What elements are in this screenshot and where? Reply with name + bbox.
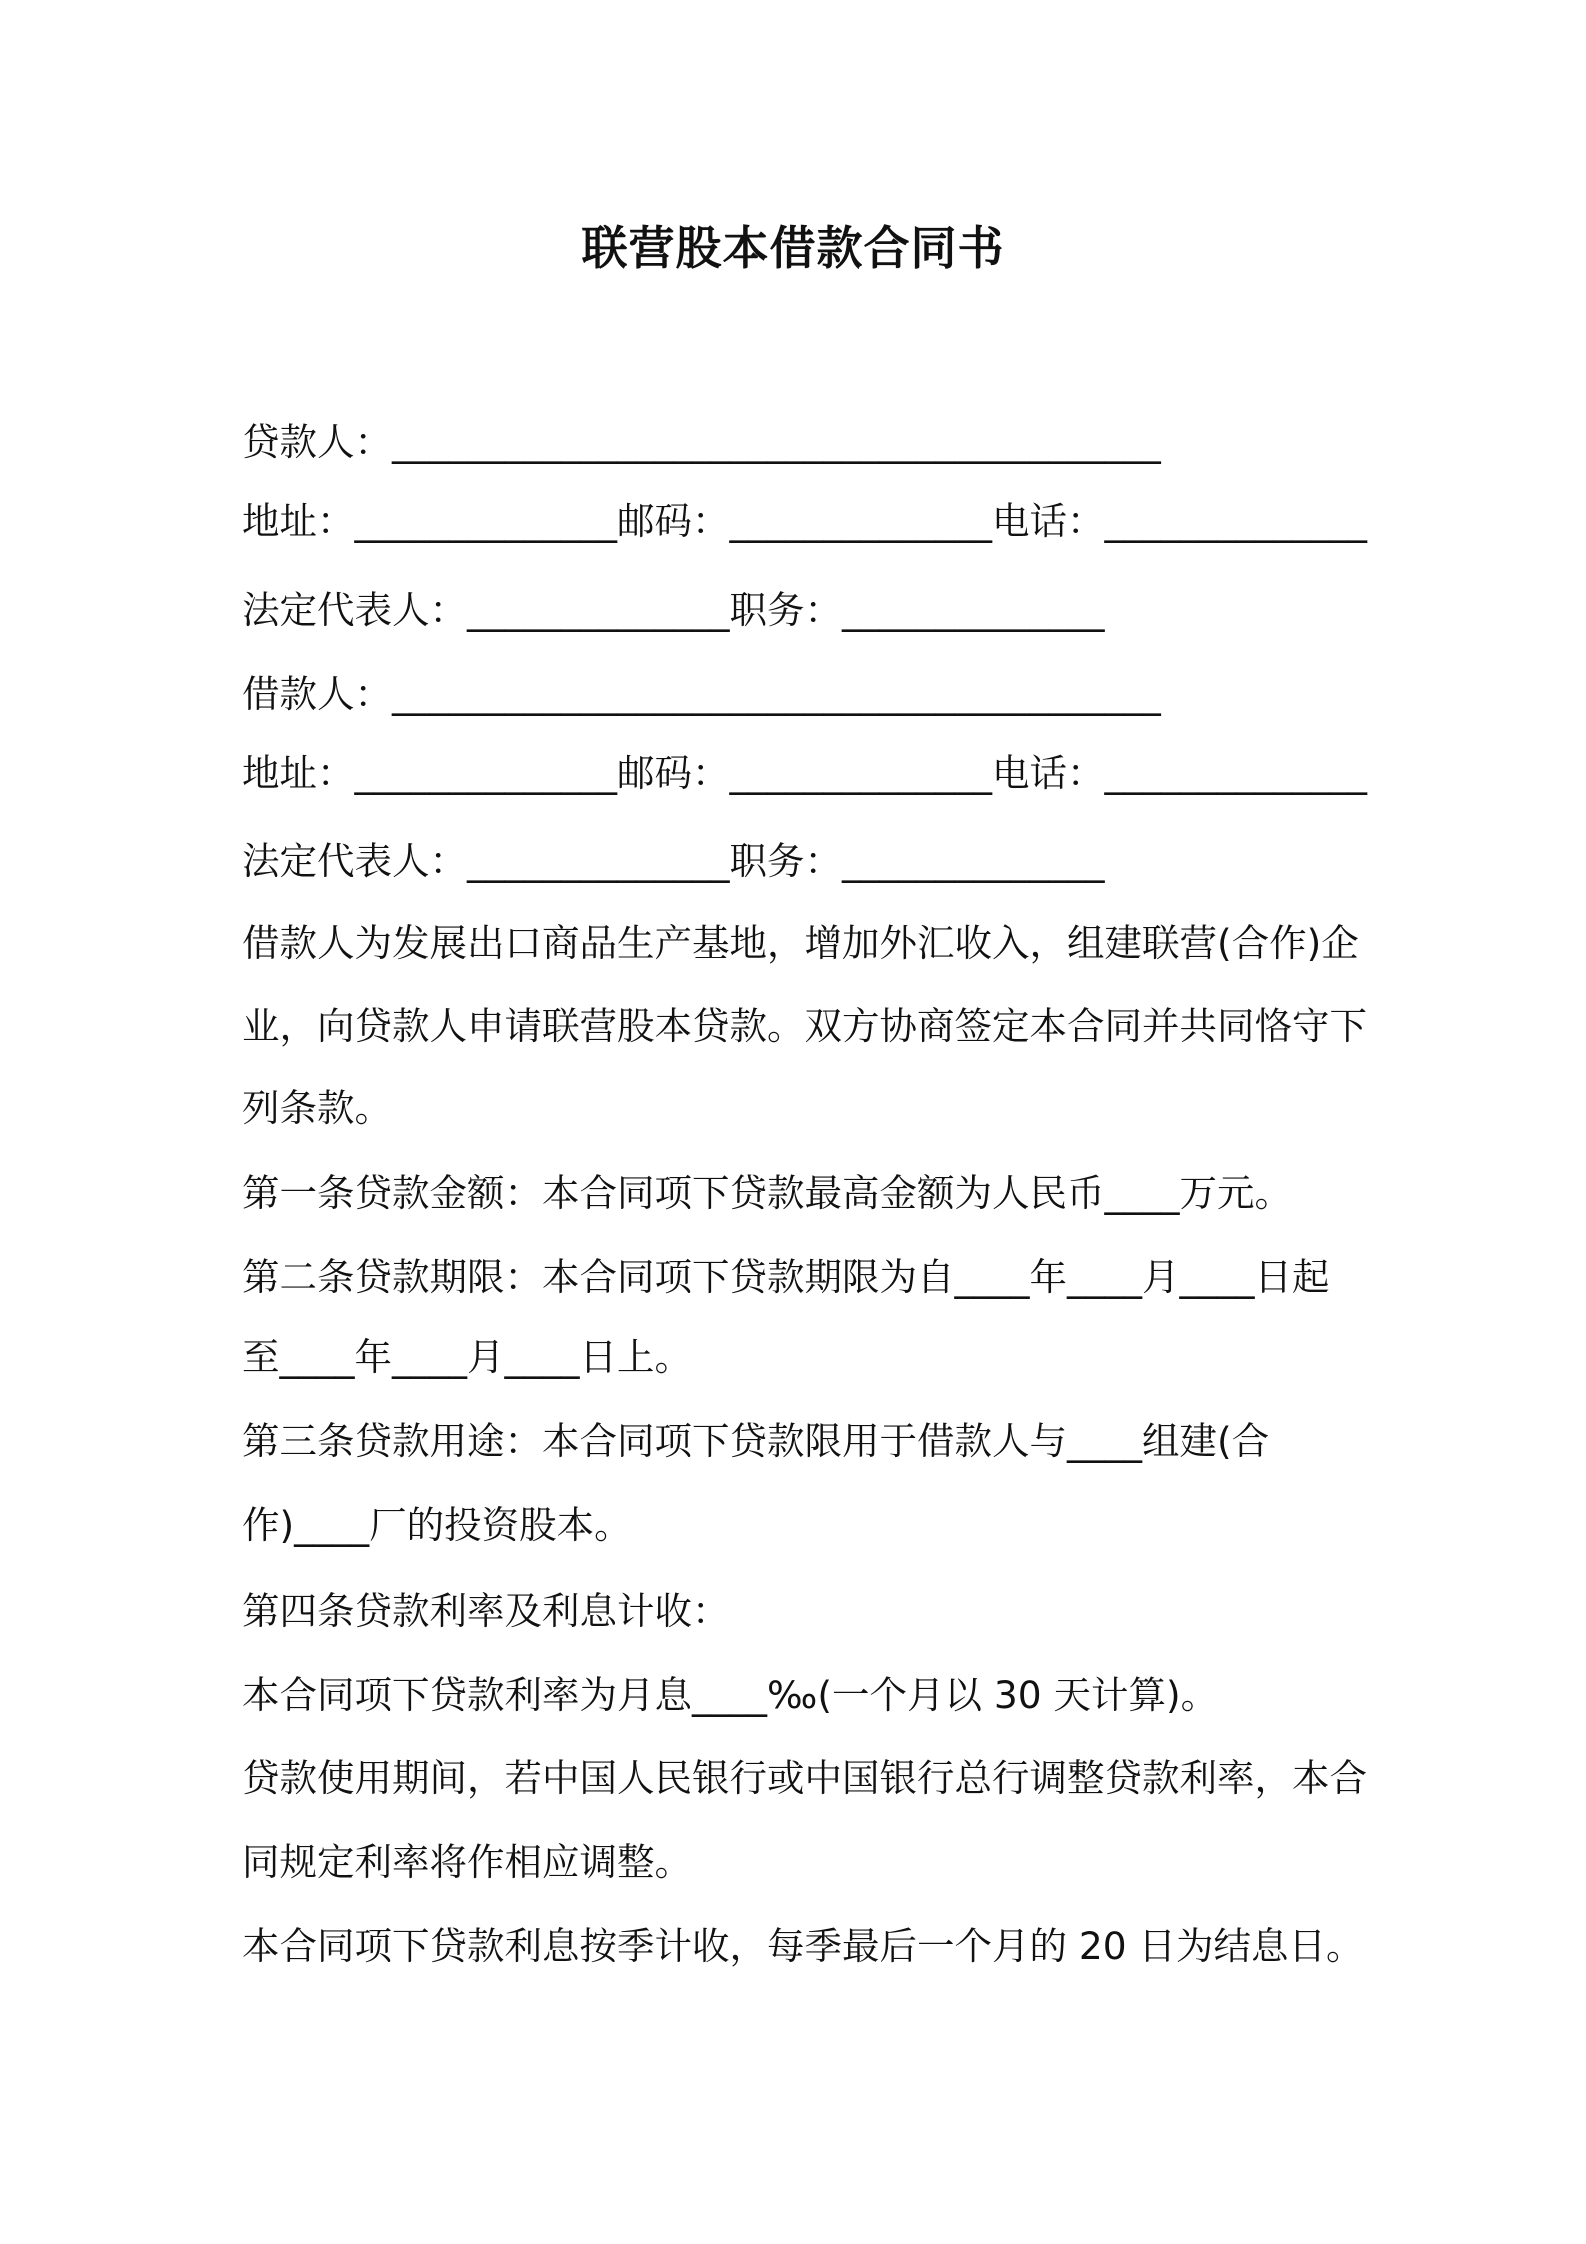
lender-postcode-blank: ______________ [729, 499, 992, 543]
article-4-line: 贷款使用期间，若中国人民银行或中国银行总行调整贷款利率，本合 [242, 1756, 1367, 1800]
lender-name-row [242, 420, 1161, 465]
article-1-heading: 第一条贷款金额： [242, 1171, 542, 1215]
article-3-row [242, 1419, 1269, 1464]
article-2-continuation: 至____年____月____日上。 [242, 1335, 692, 1379]
borrower-rep-label: 法定代表人： [242, 839, 467, 883]
preamble-line: 业，向贷款人申请联营股本贷款。双方协商签定本合同并共同恪守下 [242, 1004, 1367, 1048]
article-3-body: 本合同项下贷款限用于借款人与____组建(合 [542, 1419, 1270, 1463]
lender-representative-row [242, 588, 1105, 633]
lender-position-blank: ______________ [842, 588, 1105, 632]
lender-name-label: 贷款人： [242, 420, 392, 464]
lender-postcode-label: 邮码： [617, 499, 730, 543]
article-1-row [242, 1171, 1292, 1216]
article-4-line: 本合同项下贷款利息按季计收，每季最后一个月的 20 日为结息日。 [242, 1924, 1364, 1968]
borrower-postcode-blank: ______________ [729, 751, 992, 795]
borrower-postcode-label: 邮码： [617, 751, 730, 795]
borrower-name-row [242, 672, 1161, 717]
lender-phone-label: 电话： [992, 499, 1105, 543]
borrower-representative-row [242, 839, 1105, 884]
borrower-phone-label: 电话： [992, 751, 1105, 795]
preamble-line: 借款人为发展出口商品生产基地，增加外汇收入，组建联营(合作)企 [242, 921, 1359, 965]
lender-rep-blank: ______________ [467, 588, 730, 632]
lender-contact-row [242, 499, 1367, 544]
article-2-row [242, 1255, 1330, 1300]
lender-address-blank: ______________ [354, 499, 617, 543]
borrower-name-label: 借款人： [242, 672, 392, 716]
borrower-phone-blank: ______________ [1104, 751, 1367, 795]
preamble-line: 列条款。 [242, 1086, 392, 1130]
borrower-position-label: 职务： [729, 839, 842, 883]
contract-title: 联营股本借款合同书 [581, 221, 1005, 275]
article-4-heading: 第四条贷款利率及利息计收： [242, 1589, 730, 1633]
article-2-body: 本合同项下贷款期限为自____年____月____日起 [542, 1255, 1330, 1299]
article-2-heading: 第二条贷款期限： [242, 1255, 542, 1299]
lender-address-label: 地址： [242, 499, 355, 543]
article-4-line: 本合同项下贷款利率为月息____‰(一个月以 30 天计算)。 [242, 1673, 1219, 1717]
borrower-position-blank: ______________ [842, 839, 1105, 883]
article-3-continuation: 作)____厂的投资股本。 [242, 1503, 632, 1547]
borrower-name-blank: _________________________________________ [392, 672, 1161, 716]
lender-name-blank: _________________________________________ [392, 420, 1161, 464]
article-3-heading: 第三条贷款用途： [242, 1419, 542, 1463]
lender-rep-label: 法定代表人： [242, 588, 467, 632]
borrower-contact-row [242, 751, 1367, 796]
article-1-body: 本合同项下贷款最高金额为人民币____万元。 [542, 1171, 1292, 1215]
borrower-address-blank: ______________ [354, 751, 617, 795]
article-4-line: 同规定利率将作相应调整。 [242, 1840, 692, 1884]
borrower-rep-blank: ______________ [467, 839, 730, 883]
lender-phone-blank: ______________ [1104, 499, 1367, 543]
lender-position-label: 职务： [729, 588, 842, 632]
borrower-address-label: 地址： [242, 751, 355, 795]
